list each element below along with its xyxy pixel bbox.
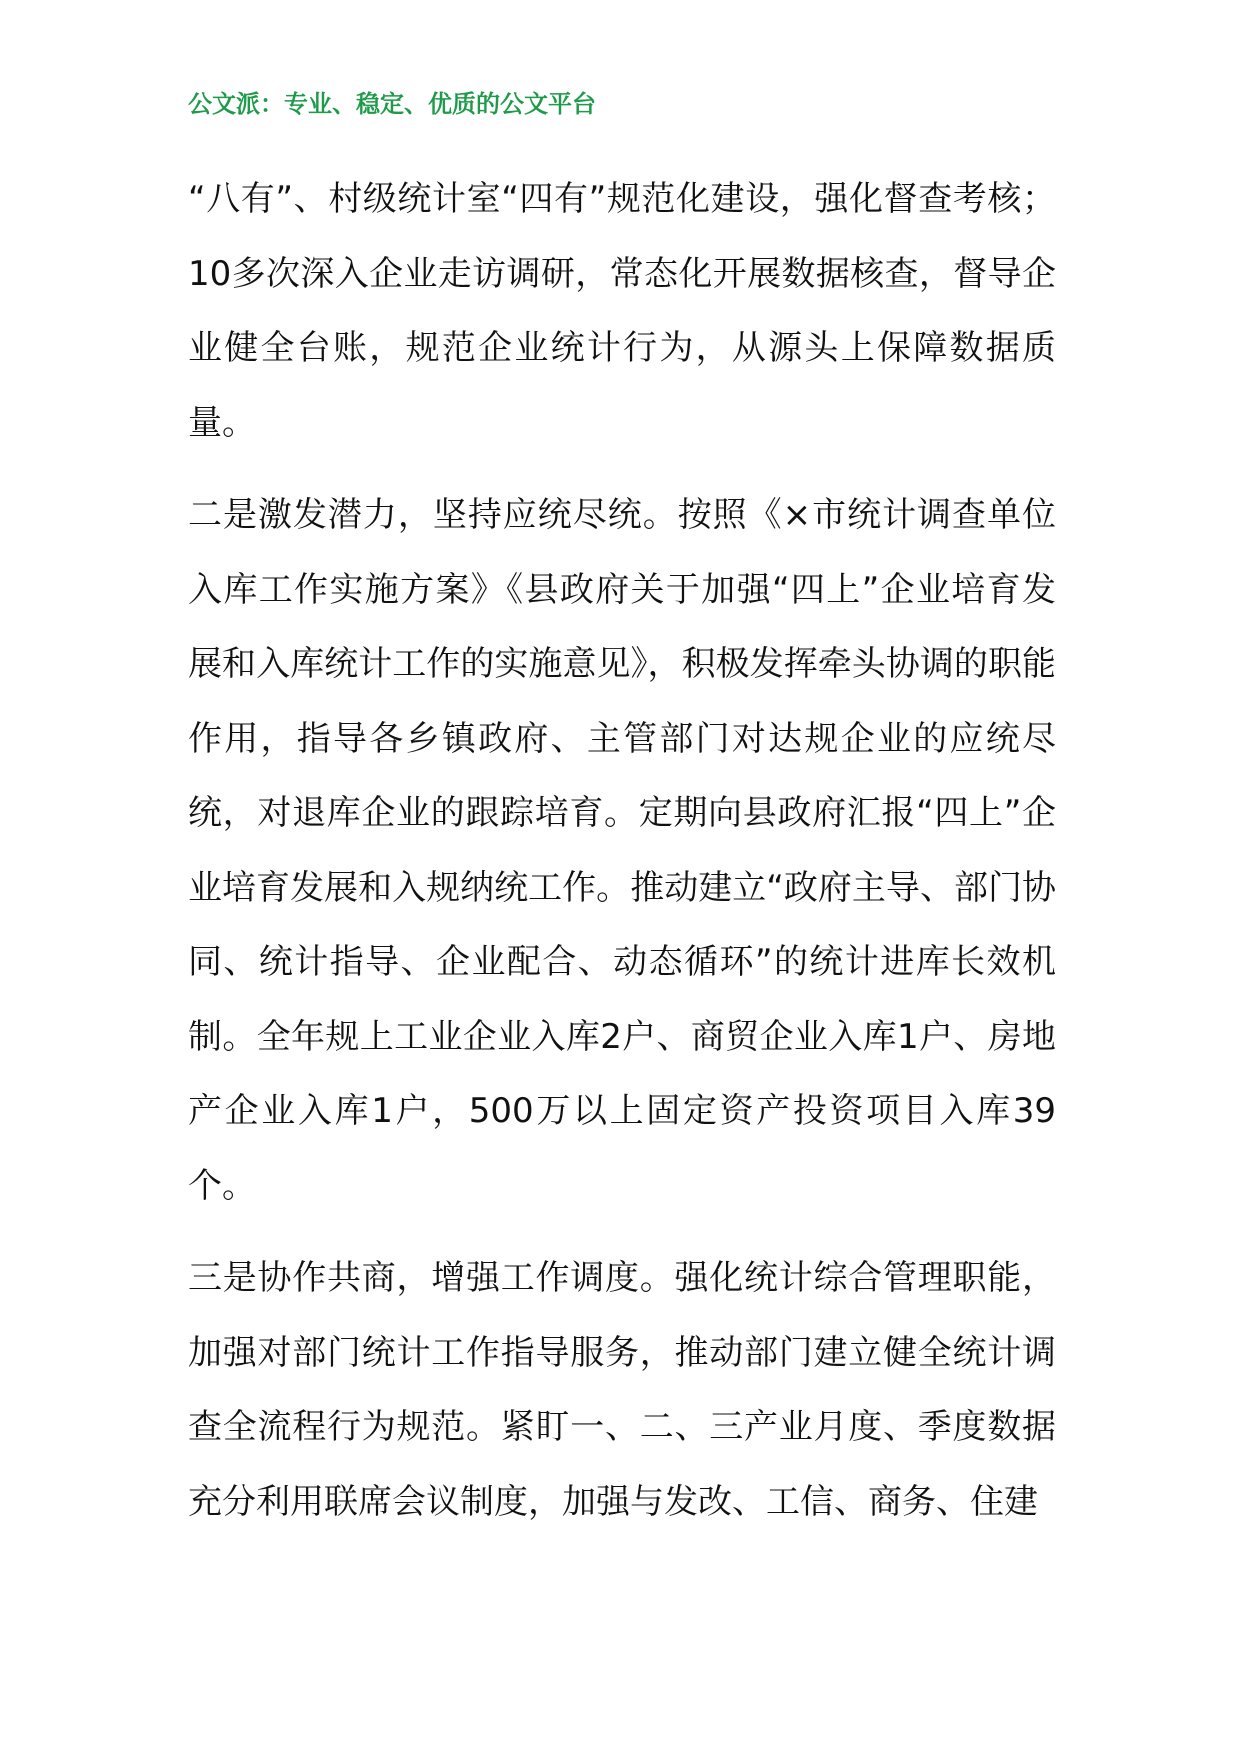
document-body bbox=[188, 162, 1056, 1557]
paragraph-1: “八有”、村级统计室“四有”规范化建设，强化督查考核；10多次深入企业走访调研，常态化开展数据核查，督导企业健全台账，规范企业统计行为，从源头上保障数据质量。 bbox=[188, 179, 1056, 443]
paragraph-2: 二是激发潜力，坚持应统尽统。按照《×市统计调查单位入库工作实施方案》《县政府关于加强“四上”企业培育发展和入库统计工作的实施意见》，积极发挥牵头协调的职能作用，指导各乡镇政府、主管部门对达规企业的应统尽统，对退库企业的跟踪培育。定期向县政府汇报“四上”企业培育发展和入规纳统工作。推动建立“政府主导、部门协同、统计指导、企业配合、动态循环”的统计进库长效机制。全年规上工业企业入库2户、商贸企业入库1户、房地产企业入库1户，500万以上固定资产投资项目入库39个。 bbox=[188, 495, 1056, 1206]
paragraph-3: 三是协作共商，增强工作调度。强化统计综合管理职能，加强对部门统计工作指导服务，推动部门建立健全统计调查全流程行为规范。紧盯一、二、三产业月度、季度数据充分利用联席会议制度，加强与发改、工信、商务、住建 bbox=[188, 1258, 1056, 1522]
page-header: 公文派：专业、稳定、优质的公文平台 bbox=[188, 89, 596, 118]
